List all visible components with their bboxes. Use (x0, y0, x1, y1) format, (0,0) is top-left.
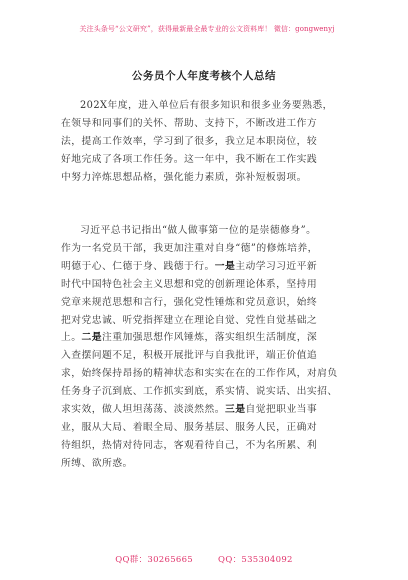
paragraph-line: 在领导和同事们的关怀、帮助、支持下，不断改进工作方 (61, 117, 318, 129)
point-marker-first: 一是 (214, 260, 236, 272)
paragraph-line: 党章来规范思想和言行，强化党性锤炼和党员意识，始终 (61, 296, 318, 308)
paragraph-line (61, 401, 353, 419)
paragraph-morality (61, 222, 353, 473)
footer-qq-group: QQ群：30265665 (115, 555, 194, 565)
paragraph-line: 时代中国特色社会主义思想和党的创新理论体系，坚持用 (61, 278, 318, 290)
paragraph-line: 中努力淬炼思想品格，强化能力素质，弥补短板弱项。 (61, 171, 307, 183)
line-text: 求实效，做人坦坦荡荡、淡淡然然。 (61, 404, 225, 416)
footer-qq-number: QQ：535304092 (218, 555, 293, 565)
paragraph-line: 任务身子沉到底、工作抓实到底，系实情、说实话、出实招、 (61, 386, 338, 398)
paragraph-line: 入查摆问题不足，积极开展批评与自我批评，端正价值追 (61, 350, 318, 362)
paragraph-line (61, 329, 353, 347)
line-text: 上。 (61, 332, 82, 344)
paragraph-line: 作为一名党员干部，我更加注重对自身“德”的修炼培养， (61, 242, 318, 254)
paragraph-line: 所缚、欲所惑。 (61, 457, 133, 469)
paragraph-line: 习近平总书记指出“做人做事第一位的是崇德修身”。 (80, 225, 317, 236)
paragraph-line: 待组织，热情对待同志，客观看待自己，不为名所累、利 (61, 439, 318, 451)
paragraph-line: 202X年度，进入单位后有很多知识和很多业务要熟悉， (80, 100, 333, 111)
paragraph-line: 业，服从大局、着眼全局、服务基层、服务人民，正确对 (61, 421, 318, 433)
line-text: 自觉把职业当事 (245, 404, 318, 416)
paragraph-line: 求，始终保持昂扬的精神状态和实实在在的工作作风，对肩负 (61, 368, 338, 380)
point-marker-second: 二是 (81, 332, 102, 344)
header-banner: 关注头条号“公文研究”，获得最新最全最专业的公文资料库！ 微信：gongwenyj (79, 25, 335, 33)
paragraph-line: 好地完成了各项工作任务。这一年中，我不断在工作实践 (61, 153, 318, 165)
footer-contact (0, 553, 408, 565)
line-text: 注重加强思想作风锤炼，落实组织生活制度，深 (102, 332, 318, 344)
line-text: 明德于心、仁德于身、践德于行。 (61, 260, 215, 272)
point-marker-third: 三是 (224, 404, 246, 416)
paragraph-line: 把对党忠诚、听党指挥建立在理论自觉、党性自觉基础之 (61, 314, 318, 326)
paragraph-intro (61, 97, 353, 187)
paragraph-line (61, 258, 353, 276)
document-title: 公务员个人年度考核个人总结 (131, 70, 277, 82)
line-text: 主动学习习近平新 (235, 260, 318, 272)
paragraph-line: 法，提高工作效率，学习到了很多，我立足本职岗位，较 (61, 135, 318, 147)
